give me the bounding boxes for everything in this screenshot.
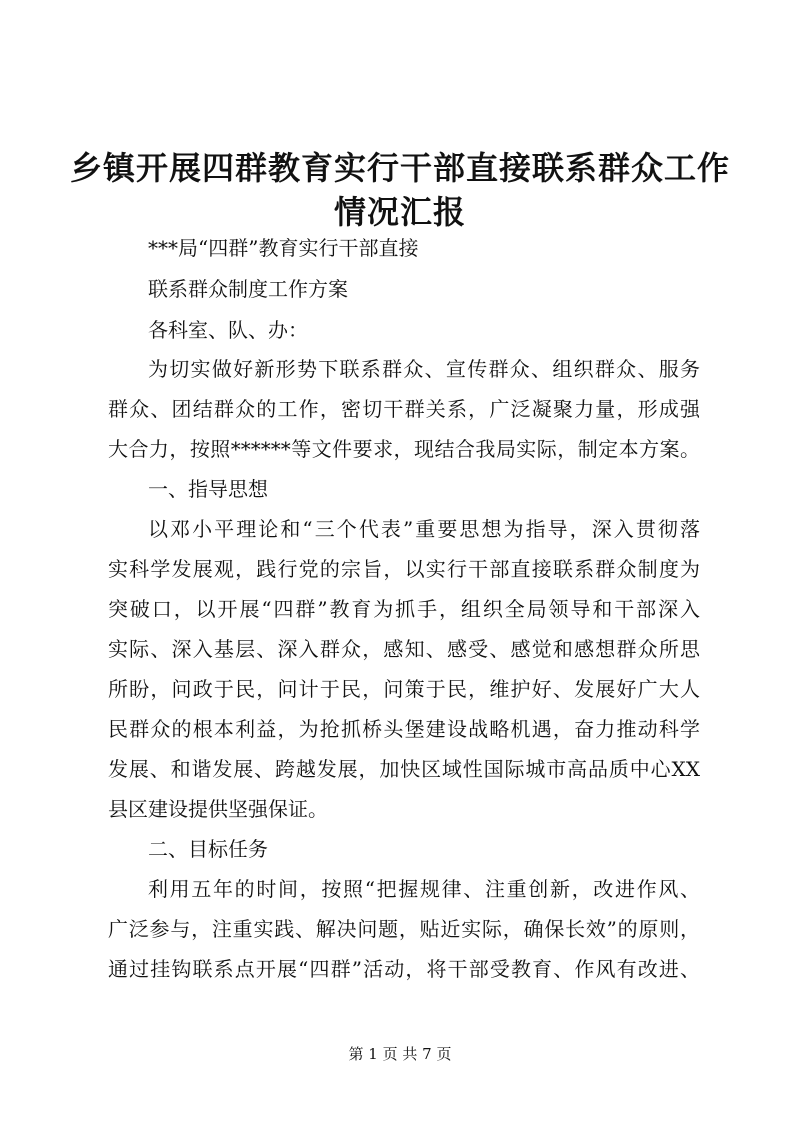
section-heading: 一、指导思想 [148, 477, 268, 501]
body-line: 发展、和谐发展、跨越发展，加快区域性国际城市高品质中心XX [108, 757, 700, 781]
page-number-footer: 第 1 页 共 7 页 [348, 1045, 452, 1063]
document-title-line-1: 乡镇开展四群教育实行干部直接联系群众工作 [69, 149, 730, 187]
body-line: 以邓小平理论和“三个代表”重要思想为指导，深入贯彻落 [148, 517, 700, 541]
body-line: 所盼，问政于民，问计于民，问策于民，维护好、发展好广大人 [108, 677, 700, 701]
body-line: 利用五年的时间，按照“把握规律、注重创新，改进作风、 [148, 877, 700, 901]
heading-line: ***局“四群”教育实行干部直接 [148, 236, 419, 260]
salutation-line: 各科室、队、办： [148, 318, 308, 342]
body-line: 为切实做好新形势下联系群众、宣传群众、组织群众、服务 [148, 357, 700, 381]
body-line: 民群众的根本利益，为抢抓桥头堡建设战略机遇，奋力推动科学 [108, 717, 700, 741]
body-line: 广泛参与，注重实践、解决问题，贴近实际，确保长效”的原则， [108, 917, 700, 941]
heading-line: 联系群众制度工作方案 [148, 277, 348, 301]
body-line: 实科学发展观，践行党的宗旨，以实行干部直接联系群众制度为 [108, 557, 700, 581]
body-line: 县区建设提供坚强保证。 [108, 797, 328, 821]
body-line: 群众、团结群众的工作，密切干群关系，广泛凝聚力量，形成强 [108, 397, 700, 421]
body-line: 通过挂钩联系点开展“四群”活动，将干部受教育、作风有改进、 [108, 957, 700, 981]
section-heading: 二、目标任务 [148, 837, 268, 861]
body-line: 大合力，按照******等文件要求，现结合我局实际，制定本方案。 [108, 437, 700, 461]
document-title-line-2: 情况汇报 [333, 193, 466, 231]
body-line: 突破口，以开展“四群”教育为抓手，组织全局领导和干部深入 [108, 597, 700, 621]
body-line: 实际、深入基层、深入群众，感知、感受、感觉和感想群众所思 [108, 637, 700, 661]
